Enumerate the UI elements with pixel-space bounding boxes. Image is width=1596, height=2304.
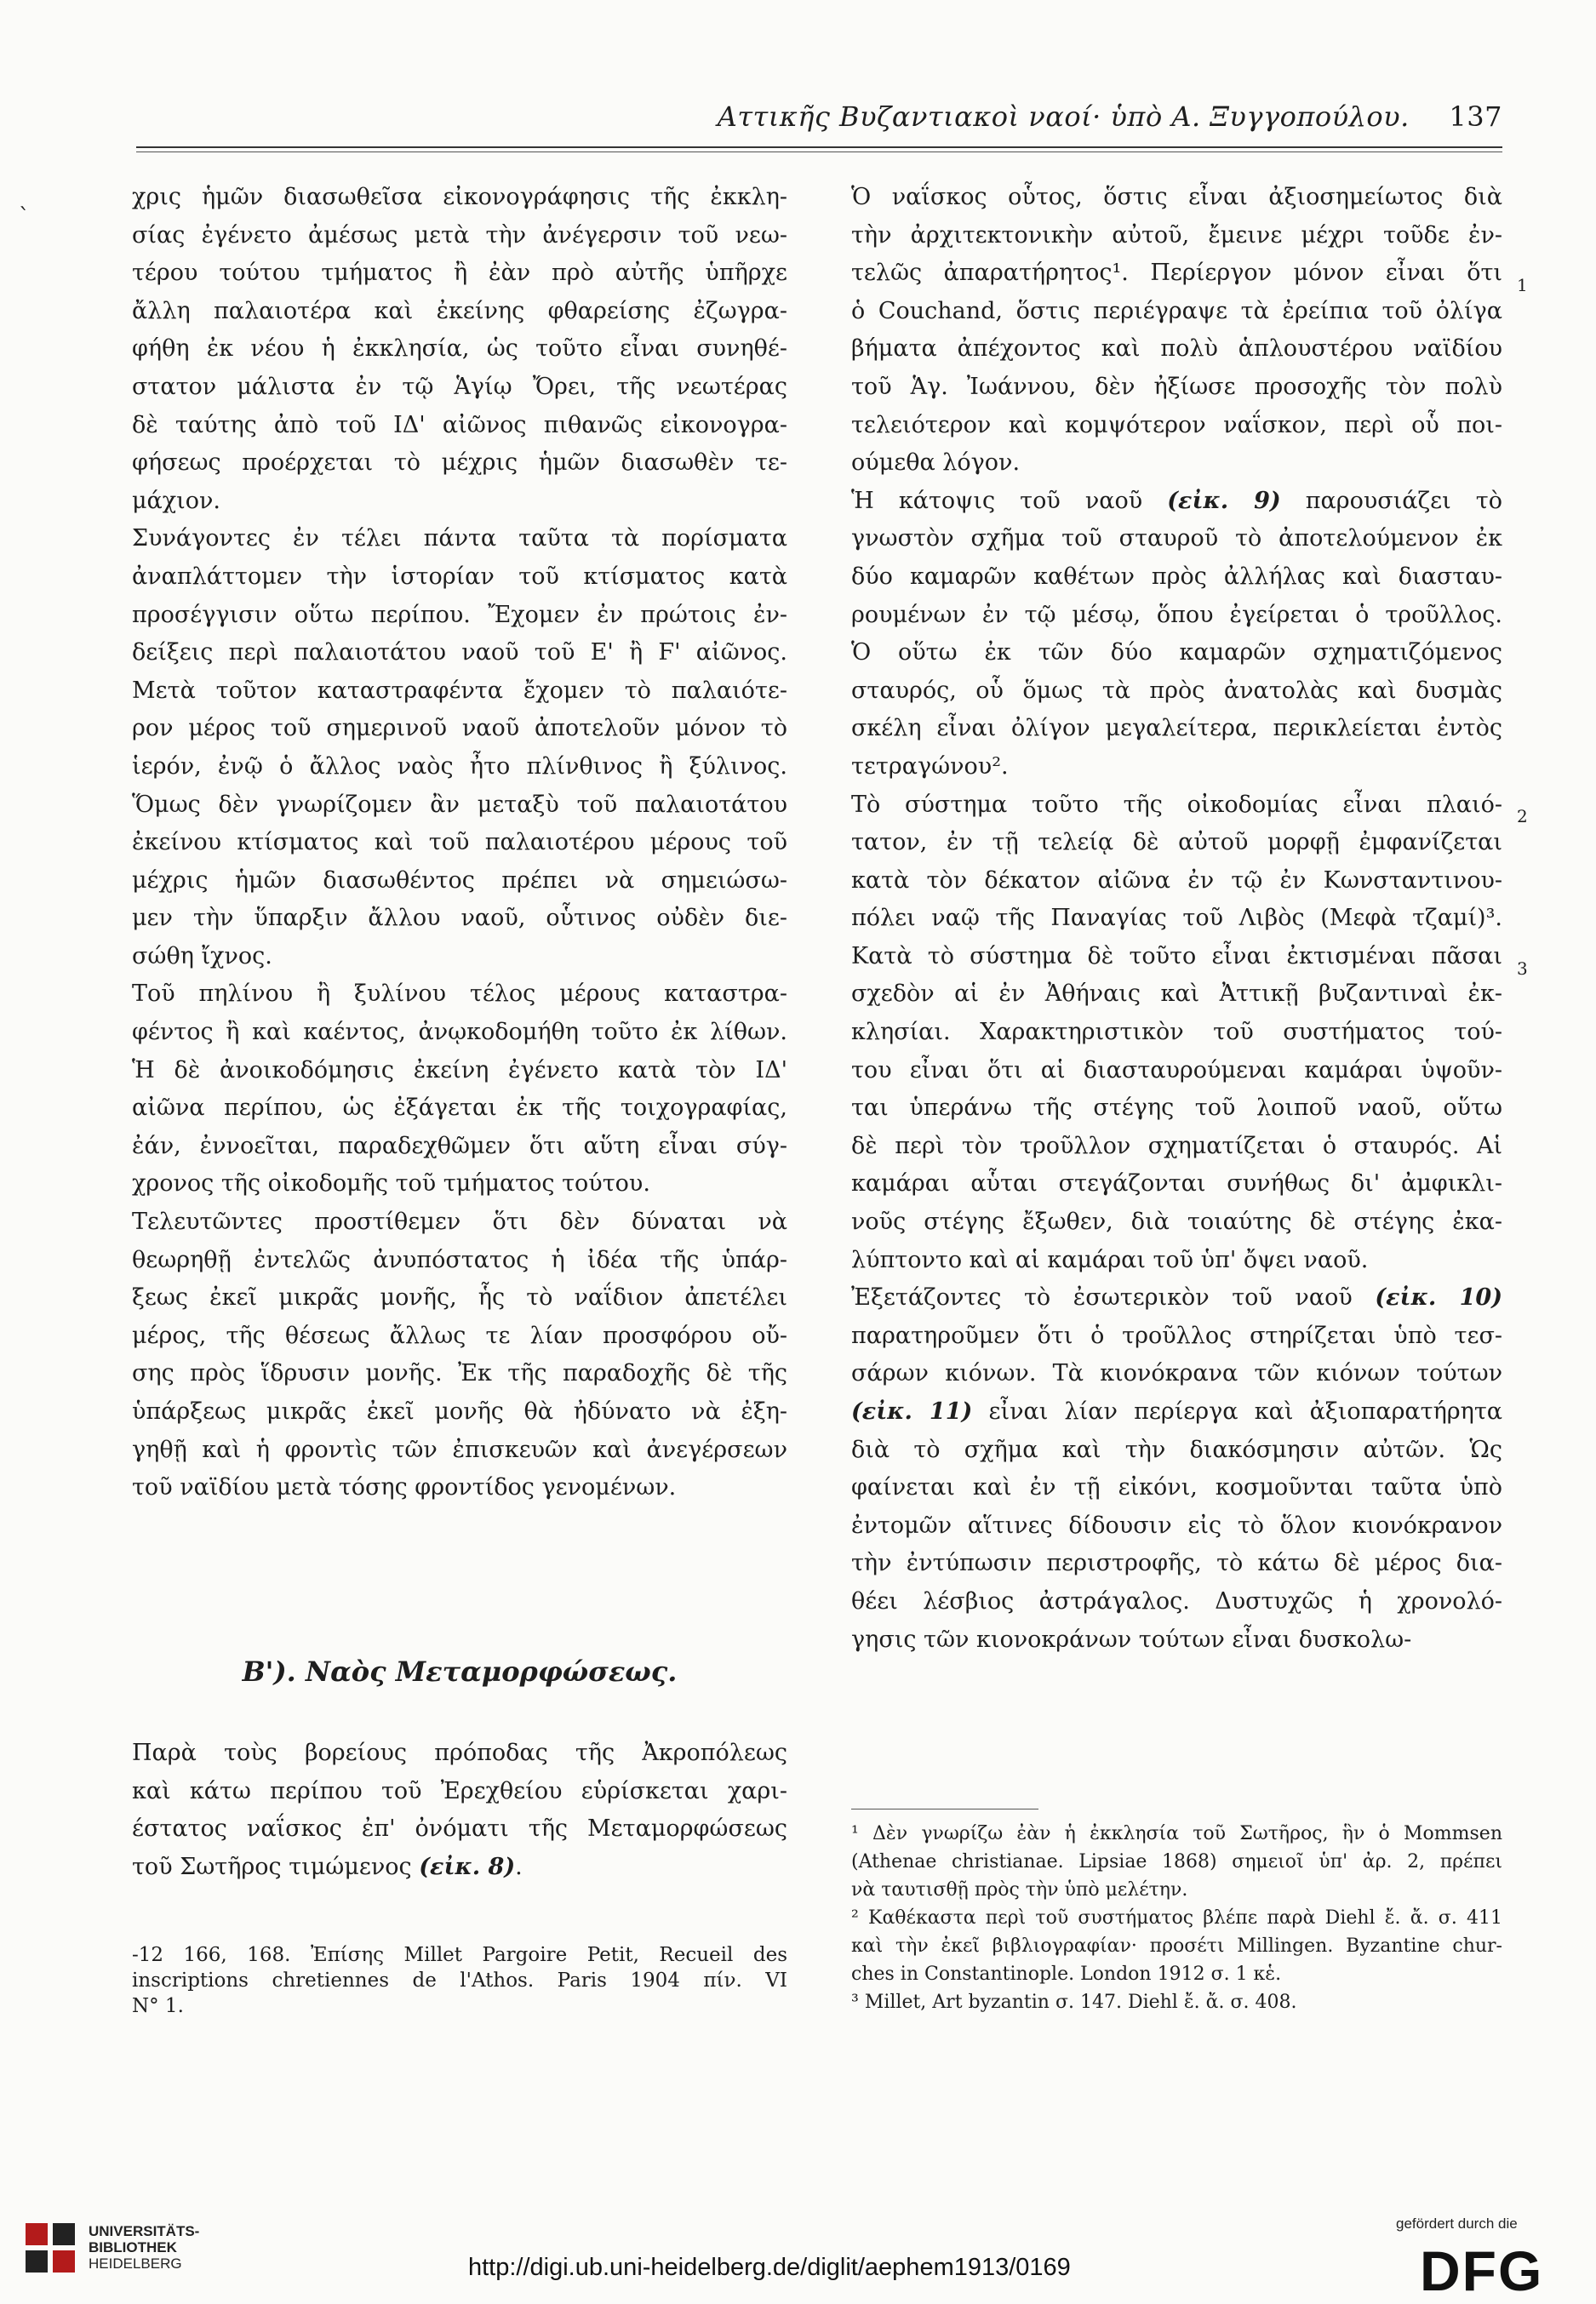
text-line: ξεως ἐκεῖ μικρᾶς μονῆς, ἧς τὸ ναΐδιον ἀπετέλει xyxy=(132,1284,787,1312)
text-line: ούμεθα λόγον. xyxy=(851,449,1021,477)
text-line: Συνάγοντες ἐν τέλει πάντα ταῦτα τὰ πορίσματα xyxy=(132,525,787,552)
text-line: τατον, ἐν τῇ τελείᾳ δὲ αὐτοῦ μορφῇ ἐμφανίζεται xyxy=(851,829,1502,856)
text-line: φέντος ἢ καὶ καέντος, ἀνῳκοδομήθη τοῦτο ἐκ λίθων. xyxy=(132,1019,787,1046)
text-line: σίας ἐγένετο ἀμέσως μετὰ τὴν ἀνέγερσιν τοῦ νεω- xyxy=(132,221,787,249)
text-line: σης πρὸς ἵδρυσιν μονῆς. Ἐκ τῆς παραδοχῆς δὲ τῆς xyxy=(132,1360,787,1387)
text-line: πόλει ναῷ τῆς Παναγίας τοῦ Λιβὸς (Μεφὰ τζαμί)³. xyxy=(851,905,1502,932)
text-line: χρις ἡμῶν διασωθεῖσα εἰκονογράφησις τῆς ἐκκλη- xyxy=(132,184,787,210)
text-line: καὶ κάτω περίπου τοῦ Ἐρεχθείου εὑρίσκεται χαρι- xyxy=(132,1777,787,1804)
footnote-line: N° 1. xyxy=(132,1995,184,2017)
text-line: ἄλλη παλαιοτέρα καὶ ἐκείνης φθαρείσης ἐζωγρα- xyxy=(132,297,787,324)
funding-credit: gefördert durch die xyxy=(1396,2215,1518,2232)
text-line: καμάραι αὗται στεγάζονται συνήθως δι' ἀμφικλι- xyxy=(851,1170,1502,1198)
text-line: δὲ περὶ τὸν τροῦλλον σχηματίζεται ὁ σταυρός. Αἱ xyxy=(851,1132,1502,1159)
text-line: τοῦ Ἁγ. Ἰωάννου, δὲν ἠξίωσε προσοχῆς τὸν πολὺ xyxy=(851,373,1502,400)
source-url-link[interactable]: http://digi.ub.uni-heidelberg.de/diglit/aephem1913/0169 xyxy=(468,2254,1071,2281)
university-library-logo-icon xyxy=(26,2223,77,2274)
text-line: τοῦ ναϊδίου μετὰ τόσης φροντίδος γενομένων. xyxy=(132,1474,677,1501)
text-line: κατὰ τὸν δέκατον αἰῶνα ἐν τῷ ἐν Κωνσταντινου- xyxy=(851,866,1502,894)
text-fragment: . xyxy=(515,1853,523,1880)
dfg-logo: DFG xyxy=(1420,2239,1544,2302)
text-line: αἰῶνα περίπου, ὡς ἐξάγεται ἐκ τῆς τοιχογραφίας, xyxy=(132,1095,787,1122)
text-line: τὴν ἀρχιτεκτονικὴν αὐτοῦ, ἔμεινε μέχρι τοῦδε ἐν- xyxy=(851,221,1502,249)
text-fragment: εἶναι λίαν περίεργα καὶ ἀξιοπαρατήρητα xyxy=(972,1398,1502,1425)
text-line: θεωρηθῇ ἐντελῶς ἀνυπόστατος ἡ ἰδέα τῆς ὑπάρ- xyxy=(132,1246,787,1273)
text-line: μέρος, τῆς θέσεως ἄλλως τε λίαν προσφόρου οὔ- xyxy=(132,1322,787,1349)
text-line: ρον μέρος τοῦ σημερινοῦ ναοῦ ἀποτελοῦν μόνον τὸ xyxy=(132,715,787,742)
text-line: φαίνεται καὶ ἐν τῇ εἰκόνι, κοσμοῦνται ταῦτα ὑπὸ xyxy=(851,1474,1502,1501)
text-line: γησις τῶν κιονοκράνων τούτων εἶναι δυσκολω- xyxy=(851,1626,1412,1653)
text-line: τελειότερον καὶ κομψότερον ναΐσκον, περὶ οὗ ποι- xyxy=(851,411,1502,438)
footnote-line: -12 166, 168. Ἐπίσης Millet Pargoire Petit, Recueil des xyxy=(132,1944,787,1966)
text-line: ὁ Couchand, ὅστις περιέγραψε τὰ ἐρείπια τοῦ ὀλίγα xyxy=(851,297,1502,324)
text-line: παρατηροῦμεν ὅτι ὁ τροῦλλος στηρίζεται ὑπὸ τεσ- xyxy=(851,1322,1502,1349)
text-fragment: παρουσιάζει τὸ xyxy=(1280,487,1502,514)
text-line xyxy=(851,483,1502,521)
figure-reference: (εἰκ. 11) xyxy=(851,1398,973,1425)
text-line: ἱερόν, ἐνῷ ὁ ἄλλος ναὸς ἦτο πλίνθινος ἢ ξύλινος. xyxy=(132,752,787,780)
text-line: του εἶναι ὅτι αἱ διασταυρούμεναι καμάραι ὑψοῦν- xyxy=(851,1056,1502,1083)
text-line: φήσεως προέρχεται τὸ μέχρις ἡμῶν διασωθὲν τε- xyxy=(132,449,787,477)
text-line: Ὁ ναΐσκος οὗτος, ὅστις εἶναι ἀξιοσημείωτος διὰ xyxy=(851,184,1502,210)
text-line: δὲ ταύτης ἀπὸ τοῦ ΙΔ' αἰῶνος πιθανῶς εἰκονογρα- xyxy=(132,411,787,438)
text-line: γηθῇ καὶ ἡ φροντὶς τῶν ἐπισκευῶν καὶ ἀνεγέρσεων xyxy=(132,1436,787,1463)
figure-reference: (εἰκ. 8) xyxy=(419,1853,516,1880)
text-line: νὰ ταυτισθῇ πρὸς τὴν ὑπὸ μελέτην. xyxy=(851,1879,1188,1901)
text-line: ἐντομῶν αἵτινες δίδουσιν εἰς τὸ ὅλον κιονόκρανον xyxy=(851,1512,1502,1539)
library-name-line: HEIDELBERG xyxy=(89,2255,182,2272)
text-line: Τὸ σύστημα τοῦτο τῆς οἰκοδομίας εἶναι πλαιό- xyxy=(851,791,1502,818)
text-fragment: τοῦ Σωτῆρος τιμώμενος xyxy=(132,1853,412,1880)
text-line: Παρὰ τοὺς βορείους πρόποδας τῆς Ἀκροπόλεως xyxy=(132,1740,787,1766)
text-line xyxy=(851,1279,1502,1318)
text-line: σάρων κιόνων. Τὰ κιονόκρανα τῶν κιόνων τούτων xyxy=(851,1360,1502,1387)
text-line: ² Καθέκαστα περὶ τοῦ συστήματος βλέπε παρὰ Diehl ἔ. ἄ. σ. 411 xyxy=(851,1907,1502,1929)
text-line: ἐάν, ἐννοεῖται, παραδεχθῶμεν ὅτι αὕτη εἶναι σύγ- xyxy=(132,1132,787,1159)
text-line: χρονος τῆς οἰκοδομῆς τοῦ τμήματος τούτου. xyxy=(132,1170,650,1198)
text-fragment: Ἐξετάζοντες τὸ ἐσωτερικὸν τοῦ ναοῦ xyxy=(851,1284,1376,1312)
text-line: στατον μάλιστα ἐν τῷ Ἁγίῳ Ὄρει, τῆς νεωτέρας xyxy=(132,373,787,400)
text-line: διὰ τὸ σχῆμα καὶ τὴν διακόσμησιν αὐτῶν. Ὡς xyxy=(851,1436,1502,1463)
text-line: μεν τὴν ὕπαρξιν ἄλλου ναοῦ, οὗτινος οὐδὲν διε- xyxy=(132,905,787,932)
page-number: 137 xyxy=(1449,100,1502,133)
section-b-text xyxy=(132,1735,787,1886)
text-line: κλησίαι. Χαρακτηριστικὸν τοῦ συστήματος τού- xyxy=(851,1019,1502,1046)
text-line: τὴν ἐντύπωσιν περιστροφῆς, τὸ κάτω δὲ μέρος δια- xyxy=(851,1550,1502,1577)
running-head xyxy=(128,100,1502,133)
text-line: ¹ Δὲν γνωρίζω ἐὰν ἡ ἐκκλησία τοῦ Σωτῆρος, ἣν ὁ Mommsen xyxy=(851,1823,1502,1844)
text-line: Ἡ δὲ ἀνοικοδόμησις ἐκείνη ἐγένετο κατὰ τὸν ΙΔ' xyxy=(132,1056,787,1083)
margin-note-number: 3 xyxy=(1517,958,1528,979)
text-line: γνωστὸν σχῆμα τοῦ σταυροῦ τὸ ἀποτελούμενον ἐκ xyxy=(851,525,1502,552)
text-line: καὶ τὴν ἐκεῖ βιβλιογραφίαν· προσέτι Millingen. Byzantine chur- xyxy=(851,1935,1502,1957)
footnote-line: inscriptions chretiennes de l'Athos. Paris 1904 πίν. VI xyxy=(132,1970,787,1992)
library-name xyxy=(89,2223,199,2272)
text-line: ται ὑπεράνω τῆς στέγης τοῦ λοιποῦ ναοῦ, οὕτω xyxy=(851,1095,1502,1122)
text-line: ἐκείνου κτίσματος καὶ τοῦ παλαιοτέρου μέρους τοῦ xyxy=(132,829,787,856)
running-head-title: Αττικῆς Βυζαντιακοὶ ναοί· ὑπὸ Α. Ξυγγοπούλου. xyxy=(717,100,1410,133)
text-line: (Athenae christianae. Lipsiae 1868) σημειοῖ ὑπ' ἀρ. 2, πρέπει xyxy=(851,1851,1502,1872)
text-line: τέρου τούτου τμήματος ἢ ἐὰν πρὸ αὐτῆς ὑπῆρχε xyxy=(132,260,787,287)
text-fragment: Ἡ κάτοψις τοῦ ναοῦ xyxy=(851,487,1168,514)
left-footnote xyxy=(132,1942,787,2019)
figure-reference: (εἰκ. 10) xyxy=(1375,1284,1502,1312)
text-line: σκέλη εἶναι ὀλίγον μεγαλείτερα, περικλείεται ἐντὸς xyxy=(851,715,1502,742)
margin-note-number: 2 xyxy=(1517,806,1528,826)
margin-note-number: 1 xyxy=(1517,275,1528,295)
text-line: ρουμένων ἐν τῷ μέσῳ, ὅπου ἐγείρεται ὁ τροῦλλος. xyxy=(851,601,1502,628)
left-column-text xyxy=(132,179,787,1507)
text-line: Μετὰ τοῦτον καταστραφέντα ἔχομεν τὸ παλαιότε- xyxy=(132,677,787,704)
library-name-line: BIBLIOTHEK xyxy=(89,2239,177,2255)
text-line: σταυρός, οὗ ὅμως τὰ πρὸς ἀνατολὰς καὶ δυσμὰς xyxy=(851,677,1502,704)
text-line: δύο καμαρῶν καθέτων πρὸς ἀλλήλας καὶ διασταυ- xyxy=(851,563,1502,590)
text-line: ἀναπλάττομεν τὴν ἱστορίαν τοῦ κτίσματος κατὰ xyxy=(132,563,787,590)
text-line: Κατὰ τὸ σύστημα δὲ τοῦτο εἶναι ἐκτισμέναι πᾶσαι xyxy=(851,942,1502,969)
text-line: μάχιον. xyxy=(132,487,220,514)
text-line: λύπτοντο καὶ αἱ καμάραι τοῦ ὑπ' ὄψει ναοῦ. xyxy=(851,1246,1369,1273)
text-line: Τελευτῶντες προστίθεμεν ὅτι δὲν δύναται νὰ xyxy=(132,1209,787,1236)
section-heading: Β'). Ναὸς Μεταμορφώσεως. xyxy=(242,1655,678,1688)
header-rule xyxy=(136,146,1502,148)
text-line: Ὁ οὕτω ἐκ τῶν δύο καμαρῶν σχηματιζόμενος xyxy=(851,639,1502,666)
text-line: έστατος ναΐσκος ἐπ' ὀνόματι τῆς Μεταμορφώσεως xyxy=(132,1815,787,1843)
text-line: ³ Millet, Art byzantin σ. 147. Diehl ἔ. ἄ. σ. 408. xyxy=(851,1992,1297,2013)
margin-mark: ` xyxy=(19,204,30,230)
text-line xyxy=(132,1849,787,1887)
text-line: τελῶς ἀπαρατήρητος¹. Περίεργον μόνον εἶναι ὅτι xyxy=(851,260,1502,287)
footnotes xyxy=(851,1820,1502,2016)
right-column-text xyxy=(851,179,1502,1659)
text-line: τετραγώνου². xyxy=(851,752,1009,780)
text-line: προσέγγισιν οὕτω περίπου. Ἔχομεν ἐν πρώτοις ἐν- xyxy=(132,601,787,628)
text-line: νοῦς στέγης ἔξωθεν, διὰ τοιαύτης δὲ στέγης ἐκα- xyxy=(851,1209,1502,1236)
text-line: Ὅμως δὲν γνωρίζομεν ἂν μεταξὺ τοῦ παλαιοτάτου xyxy=(132,791,787,818)
text-line: ches in Constantinople. London 1912 σ. 1 κἑ. xyxy=(851,1964,1282,1985)
text-line: θέει λέσβιος ἀστράγαλος. Δυστυχῶς ἡ χρονολό- xyxy=(851,1587,1502,1615)
text-line: σχεδὸν αἱ ἐν Ἀθήναις καὶ Ἀττικῇ βυζαντιναὶ ἐκ- xyxy=(851,980,1502,1008)
text-line: βήματα ἀπέχοντος καὶ πολὺ ἁπλουστέρου ναϊδίου xyxy=(851,335,1502,363)
text-line: Τοῦ πηλίνου ἢ ξυλίνου τέλος μέρους καταστρα- xyxy=(132,980,787,1008)
text-line: μέχρις ἡμῶν διασωθέντος πρέπει νὰ σημειώσω- xyxy=(132,866,787,894)
text-line: σώθη ἴχνος. xyxy=(132,942,272,969)
text-line xyxy=(851,1393,1502,1432)
text-line: ὑπάρξεως μικρᾶς ἐκεῖ μονῆς θὰ ἠδύνατο νὰ ἐξη- xyxy=(132,1398,787,1425)
text-line: φήθη ἐκ νέου ἡ ἐκκλησία, ὡς τοῦτο εἶναι συνηθέ- xyxy=(132,335,787,363)
figure-reference: (εἰκ. 9) xyxy=(1167,487,1281,514)
library-name-line: UNIVERSITÄTS- xyxy=(89,2223,200,2239)
text-line: δείξεις περὶ παλαιοτάτου ναοῦ τοῦ Ε' ἢ Ϝ' αἰῶνος. xyxy=(132,639,787,666)
